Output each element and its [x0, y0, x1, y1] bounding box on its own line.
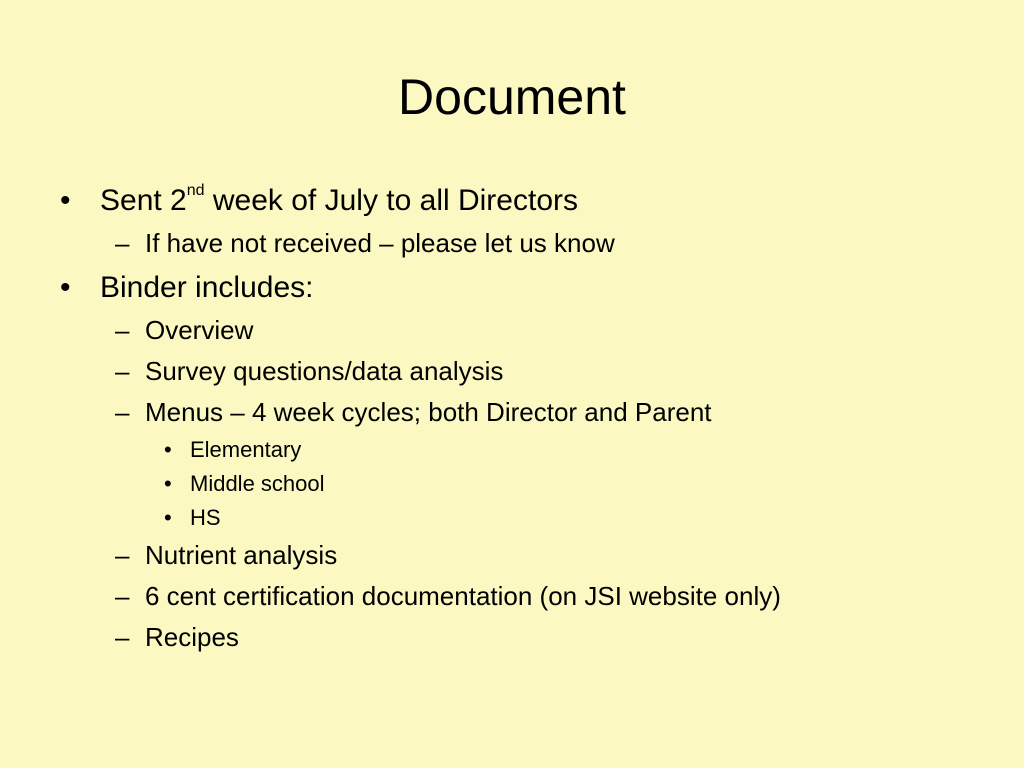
sub-sub-bullet-text: HS — [190, 505, 221, 530]
slide-title: Document — [398, 69, 626, 125]
dash-marker: – — [115, 397, 130, 427]
dash-marker: – — [115, 356, 130, 386]
sub-bullet-text: 6 cent certification documentation (on JSI website only) — [145, 581, 781, 611]
sub-bullet-recipes — [115, 621, 239, 653]
bullet-marker: • — [164, 505, 172, 530]
sub-bullet-text: If have not received – please let us know — [145, 228, 615, 258]
bullet-marker: • — [164, 471, 172, 496]
bullet-text-part-1: Sent 2 — [100, 184, 187, 217]
dash-marker: – — [115, 315, 130, 345]
ordinal-superscript: nd — [186, 182, 205, 199]
bullet-item-binder — [60, 270, 314, 306]
sub-bullet-nutrient — [115, 539, 338, 571]
sub-bullet-text: Survey questions/data analysis — [145, 356, 504, 386]
bullet-text-part-2: week of July to all Directors — [204, 184, 578, 217]
sub-bullet-not-received — [115, 227, 615, 259]
bullet-marker: • — [164, 437, 172, 462]
sub-sub-bullet-text: Middle school — [190, 471, 325, 496]
dash-marker: – — [115, 622, 130, 652]
sub-sub-bullet-text: Elementary — [190, 437, 302, 462]
bullet-item-sent — [60, 182, 578, 219]
sub-sub-bullet-middle-school — [164, 470, 325, 498]
sub-bullet-text: Nutrient analysis — [145, 540, 338, 570]
sub-bullet-text: Recipes — [145, 622, 239, 652]
sub-sub-bullet-hs — [164, 504, 221, 532]
dash-marker: – — [115, 228, 130, 258]
sub-bullet-text: Menus – 4 week cycles; both Director and Parent — [145, 397, 712, 427]
dash-marker: – — [115, 581, 130, 611]
bullet-marker: • — [60, 271, 71, 304]
sub-bullet-certification — [115, 580, 781, 612]
sub-bullet-text: Overview — [145, 315, 254, 345]
sub-bullet-menus — [115, 396, 712, 428]
sub-bullet-survey — [115, 355, 504, 387]
bullet-marker: • — [60, 184, 71, 217]
bullet-text: Binder includes: — [100, 271, 314, 304]
dash-marker: – — [115, 540, 130, 570]
sub-sub-bullet-elementary — [164, 436, 302, 464]
sub-bullet-overview — [115, 314, 254, 346]
